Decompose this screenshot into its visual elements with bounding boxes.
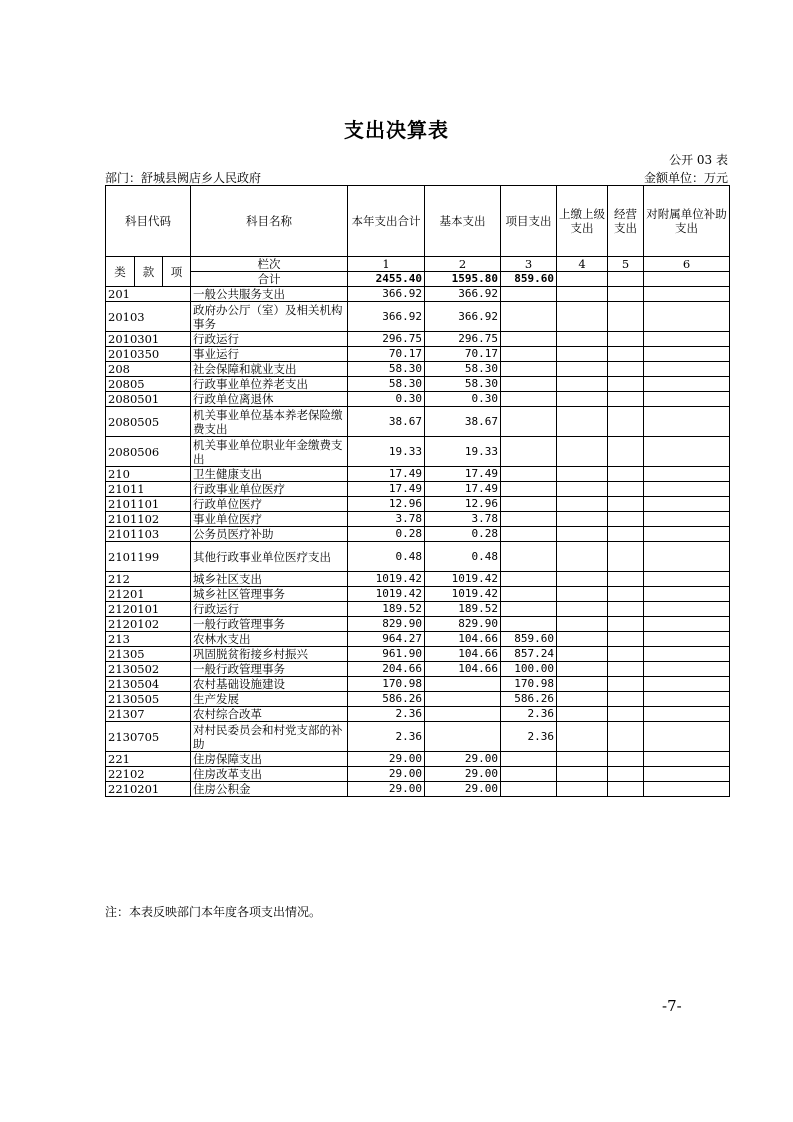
header-business: 经营支出 <box>608 186 644 257</box>
table-row <box>106 692 730 707</box>
row-basic: 0.30 <box>425 392 501 407</box>
row-upper <box>557 767 608 782</box>
table-row <box>106 362 730 377</box>
row-total: 961.90 <box>348 647 425 662</box>
total-row <box>106 272 730 287</box>
row-upper <box>557 587 608 602</box>
row-upper <box>557 542 608 572</box>
row-project: 586.26 <box>501 692 557 707</box>
row-business <box>608 572 644 587</box>
row-project <box>501 467 557 482</box>
row-code: 2210201 <box>106 782 191 797</box>
row-total: 1019.42 <box>348 572 425 587</box>
row-upper <box>557 287 608 302</box>
header-kuan: 款 <box>135 257 163 287</box>
row-business <box>608 542 644 572</box>
header-xiang: 项 <box>163 257 191 287</box>
row-name: 行政单位离退休 <box>191 392 348 407</box>
row-total: 366.92 <box>348 287 425 302</box>
row-business <box>608 362 644 377</box>
table-row <box>106 662 730 677</box>
row-upper <box>557 707 608 722</box>
row-code: 2130504 <box>106 677 191 692</box>
row-upper <box>557 302 608 332</box>
row-basic: 0.48 <box>425 542 501 572</box>
row-name: 住房公积金 <box>191 782 348 797</box>
row-basic: 38.67 <box>425 407 501 437</box>
row-code: 2080501 <box>106 392 191 407</box>
row-basic: 58.30 <box>425 377 501 392</box>
header-col-4: 4 <box>557 257 608 272</box>
row-upper <box>557 647 608 662</box>
row-project <box>501 752 557 767</box>
header-row-columns <box>106 257 730 272</box>
row-business <box>608 617 644 632</box>
row-name: 住房改革支出 <box>191 767 348 782</box>
row-subsidy <box>644 332 730 347</box>
row-basic: 12.96 <box>425 497 501 512</box>
row-business <box>608 497 644 512</box>
table-row <box>106 632 730 647</box>
page-title: 支出决算表 <box>344 118 449 142</box>
row-basic <box>425 692 501 707</box>
row-project <box>501 332 557 347</box>
row-total: 0.28 <box>348 527 425 542</box>
row-code: 2120101 <box>106 602 191 617</box>
row-upper <box>557 617 608 632</box>
row-business <box>608 692 644 707</box>
row-business <box>608 347 644 362</box>
table-row <box>106 542 730 572</box>
row-upper <box>557 467 608 482</box>
row-basic: 3.78 <box>425 512 501 527</box>
table-row <box>106 752 730 767</box>
row-upper <box>557 362 608 377</box>
row-project <box>501 617 557 632</box>
row-total: 58.30 <box>348 377 425 392</box>
row-name: 社会保障和就业支出 <box>191 362 348 377</box>
table-row <box>106 602 730 617</box>
row-total: 38.67 <box>348 407 425 437</box>
row-code: 2101103 <box>106 527 191 542</box>
row-business <box>608 632 644 647</box>
row-project: 859.60 <box>501 632 557 647</box>
row-total: 964.27 <box>348 632 425 647</box>
row-name: 行政运行 <box>191 602 348 617</box>
total-label: 合计 <box>191 272 348 287</box>
row-name: 卫生健康支出 <box>191 467 348 482</box>
row-code: 21201 <box>106 587 191 602</box>
row-subsidy <box>644 572 730 587</box>
row-subsidy <box>644 617 730 632</box>
row-basic: 104.66 <box>425 647 501 662</box>
row-total: 170.98 <box>348 677 425 692</box>
row-business <box>608 677 644 692</box>
header-total: 本年支出合计 <box>348 186 425 257</box>
row-total: 366.92 <box>348 302 425 332</box>
table-row <box>106 617 730 632</box>
row-project <box>501 302 557 332</box>
row-project <box>501 587 557 602</box>
header-basic: 基本支出 <box>425 186 501 257</box>
header-name: 科目名称 <box>191 186 348 257</box>
row-project <box>501 497 557 512</box>
row-business <box>608 662 644 677</box>
row-name: 事业单位医疗 <box>191 512 348 527</box>
row-upper <box>557 572 608 587</box>
row-project <box>501 527 557 542</box>
row-name: 其他行政事业单位医疗支出 <box>191 542 348 572</box>
header-upper: 上缴上级支出 <box>557 186 608 257</box>
row-upper <box>557 347 608 362</box>
row-basic: 104.66 <box>425 632 501 647</box>
row-name: 行政事业单位医疗 <box>191 482 348 497</box>
row-name: 行政单位医疗 <box>191 497 348 512</box>
row-code: 208 <box>106 362 191 377</box>
row-subsidy <box>644 647 730 662</box>
row-business <box>608 287 644 302</box>
row-basic: 366.92 <box>425 287 501 302</box>
row-total: 189.52 <box>348 602 425 617</box>
row-subsidy <box>644 467 730 482</box>
row-basic: 0.28 <box>425 527 501 542</box>
row-total: 58.30 <box>348 362 425 377</box>
row-name: 生产发展 <box>191 692 348 707</box>
row-code: 2010301 <box>106 332 191 347</box>
table-row <box>106 647 730 662</box>
row-code: 21011 <box>106 482 191 497</box>
row-subsidy <box>644 587 730 602</box>
page-number: -7- <box>662 997 682 1015</box>
table-row <box>106 377 730 392</box>
row-subsidy <box>644 437 730 467</box>
row-basic: 29.00 <box>425 767 501 782</box>
row-upper <box>557 752 608 767</box>
row-code: 21307 <box>106 707 191 722</box>
row-business <box>608 767 644 782</box>
row-project: 2.36 <box>501 722 557 752</box>
row-upper <box>557 497 608 512</box>
row-subsidy <box>644 527 730 542</box>
row-total: 19.33 <box>348 437 425 467</box>
row-project <box>501 482 557 497</box>
row-total: 29.00 <box>348 782 425 797</box>
row-subsidy <box>644 707 730 722</box>
row-business <box>608 512 644 527</box>
row-subsidy <box>644 542 730 572</box>
row-code: 2080506 <box>106 437 191 467</box>
row-total: 829.90 <box>348 617 425 632</box>
row-name: 一般公共服务支出 <box>191 287 348 302</box>
row-name: 政府办公厅（室）及相关机构事务 <box>191 302 348 332</box>
header-col-3: 3 <box>501 257 557 272</box>
row-project <box>501 767 557 782</box>
table-row <box>106 287 730 302</box>
row-business <box>608 482 644 497</box>
row-name: 一般行政管理事务 <box>191 617 348 632</box>
row-project <box>501 392 557 407</box>
row-subsidy <box>644 677 730 692</box>
total-subsidy <box>644 272 730 287</box>
row-project <box>501 542 557 572</box>
row-subsidy <box>644 632 730 647</box>
table-row <box>106 782 730 797</box>
row-total: 17.49 <box>348 482 425 497</box>
row-subsidy <box>644 767 730 782</box>
row-code: 20103 <box>106 302 191 332</box>
row-basic: 17.49 <box>425 482 501 497</box>
row-subsidy <box>644 752 730 767</box>
row-upper <box>557 677 608 692</box>
row-business <box>608 392 644 407</box>
row-project: 100.00 <box>501 662 557 677</box>
row-upper <box>557 437 608 467</box>
row-upper <box>557 407 608 437</box>
row-basic: 1019.42 <box>425 587 501 602</box>
row-total: 2.36 <box>348 707 425 722</box>
header-col-1: 1 <box>348 257 425 272</box>
row-name: 一般行政管理事务 <box>191 662 348 677</box>
table-body <box>106 287 730 797</box>
row-subsidy <box>644 347 730 362</box>
expenditure-table <box>105 185 730 797</box>
row-project <box>501 362 557 377</box>
row-name: 机关事业单位职业年金缴费支出 <box>191 437 348 467</box>
row-basic: 19.33 <box>425 437 501 467</box>
row-total: 29.00 <box>348 767 425 782</box>
row-name: 住房保障支出 <box>191 752 348 767</box>
header-col-2: 2 <box>425 257 501 272</box>
row-project <box>501 782 557 797</box>
row-code: 2120102 <box>106 617 191 632</box>
row-basic: 17.49 <box>425 467 501 482</box>
row-name: 事业运行 <box>191 347 348 362</box>
row-code: 2130505 <box>106 692 191 707</box>
table-row <box>106 677 730 692</box>
row-name: 农村基础设施建设 <box>191 677 348 692</box>
row-business <box>608 407 644 437</box>
row-upper <box>557 782 608 797</box>
row-project: 170.98 <box>501 677 557 692</box>
row-total: 70.17 <box>348 347 425 362</box>
row-code: 212 <box>106 572 191 587</box>
row-subsidy <box>644 302 730 332</box>
header-lanci: 栏次 <box>191 257 348 272</box>
table-row <box>106 572 730 587</box>
row-code: 20805 <box>106 377 191 392</box>
footnote: 注：本表反映部门本年度各项支出情况。 <box>105 905 322 919</box>
row-subsidy <box>644 377 730 392</box>
row-basic: 58.30 <box>425 362 501 377</box>
row-upper <box>557 632 608 647</box>
row-business <box>608 647 644 662</box>
row-business <box>608 527 644 542</box>
row-upper <box>557 602 608 617</box>
row-project <box>501 437 557 467</box>
row-basic: 189.52 <box>425 602 501 617</box>
row-basic: 29.00 <box>425 782 501 797</box>
row-business <box>608 587 644 602</box>
amount-unit-label: 金额单位：万元 <box>643 171 728 185</box>
row-code: 22102 <box>106 767 191 782</box>
row-upper <box>557 482 608 497</box>
row-code: 201 <box>106 287 191 302</box>
row-subsidy <box>644 497 730 512</box>
row-business <box>608 302 644 332</box>
row-upper <box>557 662 608 677</box>
row-total: 3.78 <box>348 512 425 527</box>
row-project: 2.36 <box>501 707 557 722</box>
row-subsidy <box>644 692 730 707</box>
row-code: 21305 <box>106 647 191 662</box>
header-project: 项目支出 <box>501 186 557 257</box>
row-basic: 366.92 <box>425 302 501 332</box>
row-code: 2101102 <box>106 512 191 527</box>
total-amount: 2455.40 <box>348 272 425 287</box>
row-total: 29.00 <box>348 752 425 767</box>
row-name: 行政事业单位养老支出 <box>191 377 348 392</box>
header-row-1 <box>106 186 730 257</box>
row-name: 巩固脱贫衔接乡村振兴 <box>191 647 348 662</box>
row-subsidy <box>644 362 730 377</box>
row-name: 对村民委员会和村党支部的补助 <box>191 722 348 752</box>
row-business <box>608 782 644 797</box>
header-subsidy: 对附属单位补助支出 <box>644 186 730 257</box>
row-subsidy <box>644 287 730 302</box>
row-project <box>501 287 557 302</box>
row-upper <box>557 512 608 527</box>
row-subsidy <box>644 722 730 752</box>
row-name: 城乡社区管理事务 <box>191 587 348 602</box>
row-code: 2010350 <box>106 347 191 362</box>
row-business <box>608 332 644 347</box>
total-business <box>608 272 644 287</box>
row-name: 行政运行 <box>191 332 348 347</box>
row-code: 210 <box>106 467 191 482</box>
row-upper <box>557 392 608 407</box>
row-total: 586.26 <box>348 692 425 707</box>
row-basic: 1019.42 <box>425 572 501 587</box>
total-upper <box>557 272 608 287</box>
row-subsidy <box>644 662 730 677</box>
row-basic <box>425 677 501 692</box>
row-project <box>501 572 557 587</box>
row-business <box>608 752 644 767</box>
row-project <box>501 407 557 437</box>
row-code: 2101199 <box>106 542 191 572</box>
row-name: 机关事业单位基本养老保险缴费支出 <box>191 407 348 437</box>
row-basic: 104.66 <box>425 662 501 677</box>
row-total: 204.66 <box>348 662 425 677</box>
row-upper <box>557 332 608 347</box>
row-basic: 296.75 <box>425 332 501 347</box>
row-upper <box>557 722 608 752</box>
row-upper <box>557 377 608 392</box>
table-row <box>106 407 730 437</box>
row-subsidy <box>644 482 730 497</box>
row-business <box>608 467 644 482</box>
form-number: 公开 03 表 <box>669 153 728 167</box>
row-subsidy <box>644 512 730 527</box>
department-label: 部门：舒城县阙店乡人民政府 <box>105 171 262 185</box>
table-row <box>106 722 730 752</box>
row-total: 0.30 <box>348 392 425 407</box>
row-subsidy <box>644 602 730 617</box>
total-project: 859.60 <box>501 272 557 287</box>
table-row <box>106 347 730 362</box>
row-total: 2.36 <box>348 722 425 752</box>
row-total: 17.49 <box>348 467 425 482</box>
table-row <box>106 497 730 512</box>
table-row <box>106 482 730 497</box>
row-project <box>501 377 557 392</box>
row-code: 221 <box>106 752 191 767</box>
row-basic: 29.00 <box>425 752 501 767</box>
row-code: 2130502 <box>106 662 191 677</box>
row-total: 1019.42 <box>348 587 425 602</box>
row-basic <box>425 722 501 752</box>
row-subsidy <box>644 392 730 407</box>
table-row <box>106 332 730 347</box>
header-lei: 类 <box>106 257 135 287</box>
row-business <box>608 377 644 392</box>
row-business <box>608 602 644 617</box>
table-row <box>106 587 730 602</box>
row-business <box>608 707 644 722</box>
table-row <box>106 512 730 527</box>
row-total: 296.75 <box>348 332 425 347</box>
row-upper <box>557 692 608 707</box>
row-basic: 70.17 <box>425 347 501 362</box>
row-basic <box>425 707 501 722</box>
header-code: 科目代码 <box>106 186 191 257</box>
row-subsidy <box>644 407 730 437</box>
row-basic: 829.90 <box>425 617 501 632</box>
row-business <box>608 437 644 467</box>
row-code: 2080505 <box>106 407 191 437</box>
row-business <box>608 722 644 752</box>
row-total: 12.96 <box>348 497 425 512</box>
row-name: 公务员医疗补助 <box>191 527 348 542</box>
row-code: 2101101 <box>106 497 191 512</box>
row-upper <box>557 527 608 542</box>
row-project <box>501 347 557 362</box>
row-name: 城乡社区支出 <box>191 572 348 587</box>
table-row <box>106 767 730 782</box>
header-col-5: 5 <box>608 257 644 272</box>
row-project: 857.24 <box>501 647 557 662</box>
row-name: 农林水支出 <box>191 632 348 647</box>
header-col-6: 6 <box>644 257 730 272</box>
row-project <box>501 602 557 617</box>
row-total: 0.48 <box>348 542 425 572</box>
row-name: 农村综合改革 <box>191 707 348 722</box>
row-project <box>501 512 557 527</box>
row-code: 213 <box>106 632 191 647</box>
table-row <box>106 467 730 482</box>
table-row <box>106 392 730 407</box>
table-row <box>106 437 730 467</box>
row-code: 2130705 <box>106 722 191 752</box>
row-subsidy <box>644 782 730 797</box>
table-row <box>106 527 730 542</box>
table-row <box>106 707 730 722</box>
total-basic: 1595.80 <box>425 272 501 287</box>
table-row <box>106 302 730 332</box>
